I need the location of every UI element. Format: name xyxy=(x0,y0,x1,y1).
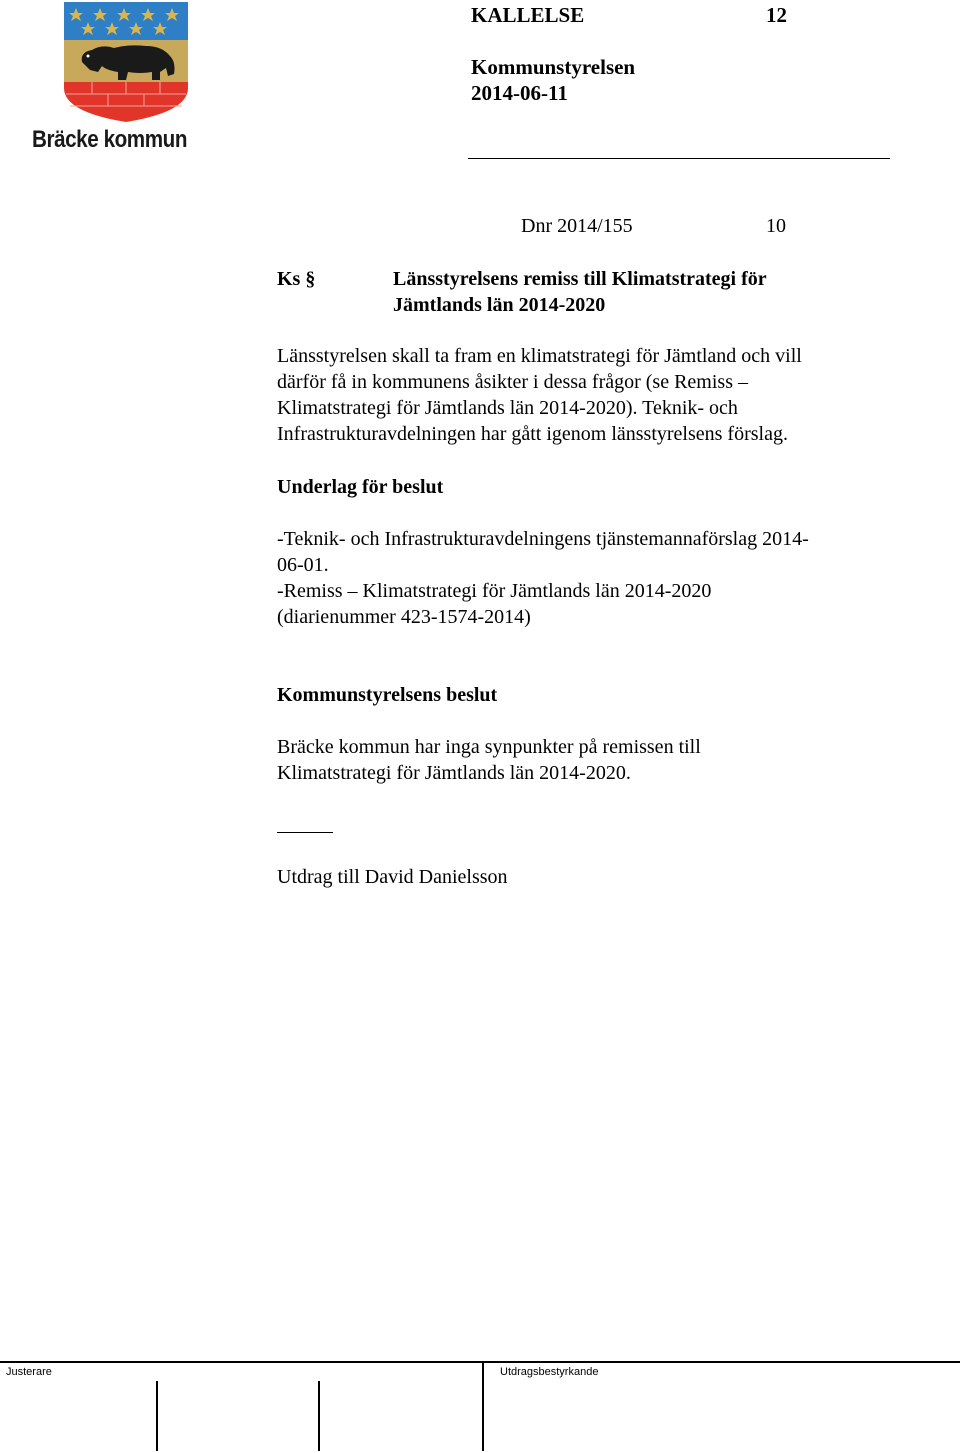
footer-column-divider xyxy=(482,1361,484,1451)
logo-text: Bräcke kommun xyxy=(32,126,188,153)
justerare-label: Justerare xyxy=(6,1366,52,1378)
intro-line: Klimatstrategi för Jämtlands län 2014-2020). Teknik- och xyxy=(277,397,738,419)
paragraph-number: 10 xyxy=(766,215,786,237)
page-number: 12 xyxy=(766,3,787,27)
meeting-date: 2014-06-11 xyxy=(471,81,568,105)
utdragsbestyrkande-label: Utdragsbestyrkande xyxy=(500,1366,599,1378)
case-title-line-2: Jämtlands län 2014-2020 xyxy=(393,294,606,316)
signature-box-divider xyxy=(156,1381,158,1451)
coat-of-arms-icon xyxy=(62,0,192,125)
underlag-line: (diarienummer 423-1574-2014) xyxy=(277,606,531,628)
document-type: KALLELSE xyxy=(471,3,585,27)
beslut-line: Bräcke kommun har inga synpunkter på remissen till xyxy=(277,736,701,758)
footer-rule-right xyxy=(484,1361,960,1363)
intro-line: Länsstyrelsen skall ta fram en klimatstrategi för Jämtland och vill xyxy=(277,345,802,367)
intro-line: därför få in kommunens åsikter i dessa frågor (se Remiss – xyxy=(277,371,748,393)
header-divider xyxy=(468,158,890,159)
underlag-line: -Remiss – Klimatstrategi för Jämtlands län 2014-2020 xyxy=(277,580,712,602)
footer-rule-left xyxy=(0,1361,484,1363)
underlag-heading: Underlag för beslut xyxy=(277,476,444,498)
beslut-heading: Kommunstyrelsens beslut xyxy=(277,684,498,706)
separator-rule xyxy=(277,832,333,833)
signature-box-divider xyxy=(318,1381,320,1451)
diary-number: Dnr 2014/155 xyxy=(521,215,633,237)
committee-name: Kommunstyrelsen xyxy=(471,55,636,79)
underlag-line: 06-01. xyxy=(277,554,329,576)
underlag-line: -Teknik- och Infrastrukturavdelningens tjänstemannaförslag 2014- xyxy=(277,528,809,550)
case-title-line-1: Länsstyrelsens remiss till Klimatstrategi för xyxy=(393,268,767,290)
utdrag-text: Utdrag till David Danielsson xyxy=(277,866,508,888)
intro-line: Infrastrukturavdelningen har gått igenom länsstyrelsens förslag. xyxy=(277,423,788,445)
paragraph-prefix: Ks § xyxy=(277,268,316,290)
beslut-line: Klimatstrategi för Jämtlands län 2014-2020. xyxy=(277,762,631,784)
